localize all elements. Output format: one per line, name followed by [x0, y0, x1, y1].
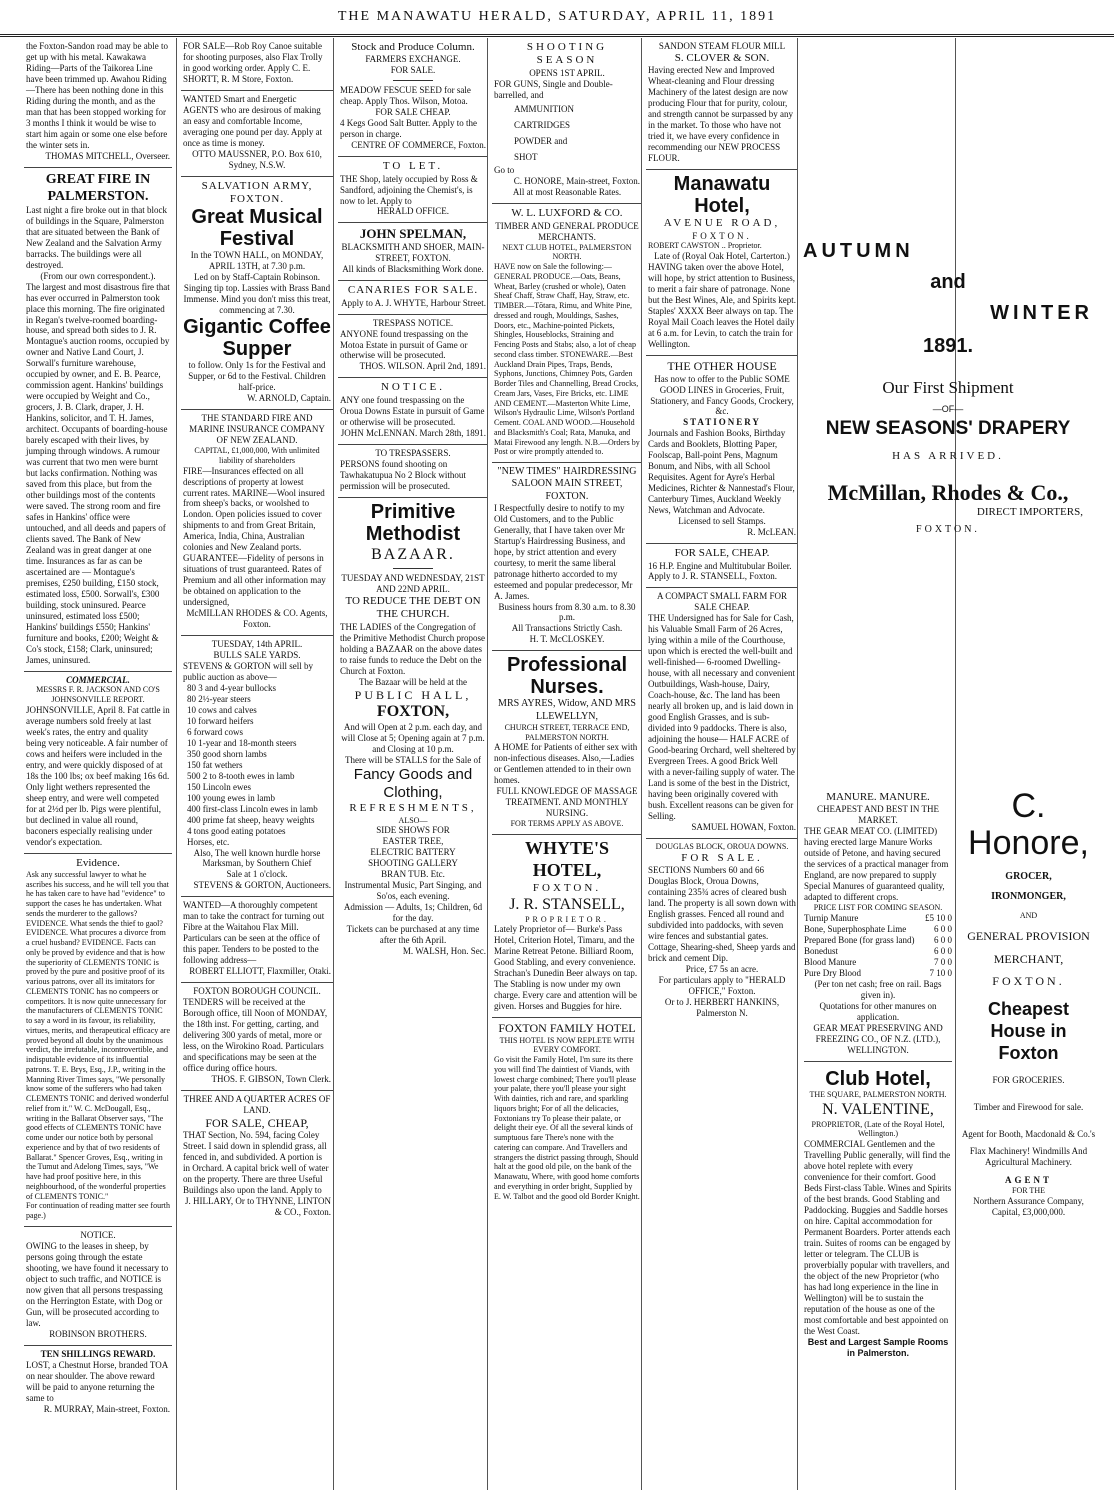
bazaar-title: Primitive Methodist [365, 500, 461, 545]
honore-agent-title: AGENT [1004, 1175, 1052, 1186]
evidence-body: Ask any successful lawyer to what he ascribes his success, and he will tell you that he has taken care to have had "evidence" to support the cases he has undertaken. What sends the murderer to the gallows? EVIDENCE. What sends the thief to gaol? EVIDENCE. What procures a divorce from a cruel husband? EVIDENCE. Facts can only be proved by evidence and that is how the superiority of CLEMENTS TONIC is proved by the pure and positive proof of its various patrons, over all its imitators for CLEMENTS TONIC has no compeers or competitors. It is now quite unnecessary for the manufacturers of CLEMENTS TONIC to say a word in its favour, its reliability, virtues, merits, and therapeutical efficacy are proved beyond all doubt by the unanimous verdict, the irrefutable, incontrovertible, and indisputable evidence of its influential patrons. T. E. Brys, Esq., J.P., writing in the Manning River Times says, "We personally know some of the sufferers who had taken CLEMENTS TONIC and derived wonderful relief from it." W. C. McDougall, Esq., writing in the Ballarat Observer says, "The good effects of CLEMENTS TONIC have come under our notice both by personal experience and by that of two residents of Ballarat." Spencer Groves, Esq., writing in the Tumut and Adelong Times, says, "We have had proof positive here, in this neighbourhood, of the wonderful properties of CLEMENTS TONIC." [26, 869, 171, 1201]
insurance-title: THE STANDARD FIRE AND MARINE INSURANCE COMPANY OF NEW ZEALAND. [189, 413, 325, 446]
coffee-body: to follow. Only 1s for the Festival and Supper, or 6d to the Festival. Children half-price. [188, 360, 326, 393]
engine-sale-ad [646, 544, 798, 588]
manure-sub: CHEAPEST AND BEST IN THE MARKET. [816, 804, 939, 826]
manawatu-body: HAVING taken over the above Hotel, will hope, by strict attention to Business, to merit a fair share of patronage. None but the Best Wines, Ale, and Spirits kept. Staples' XXXX Beer always on tap. The Royal Mail Coach leaves the Hotel daily at 6 a.m. for Levin, to catch the train for Wellington. [648, 262, 796, 349]
hair-body: I Respectfully desire to notify to my Old Customers, and to the Public Generally, that I have taken over Mr Startup's Hairdressing Business, and hope, by strict attention and every courtesy, to merit the same liberal patronage hitherto accorded to my esteemed and popular predecessor, Mr A. James. [494, 502, 633, 601]
stationery-title: STATIONERY [683, 417, 761, 428]
reward-body: LOST, a Chestnut Horse, branded TOA on near shoulder. The above reward will be paid to anyone returning the same to [26, 1359, 168, 1403]
honore-ad [960, 788, 1097, 1218]
list-item: EASTER TREE, [382, 836, 444, 847]
sandon-title: SANDON STEAM FLOUR MILL [658, 41, 786, 51]
sandon-body: Having erected New and Improved Wheat-cleaning and Flour dressing Machinery of the latest design are now producing Flour that for purity, colour, and strength cannot be surpassed by any in the market. To those who have not tried it, we have every confidence in recommending our NEW PROCESS FLOUR. [648, 65, 793, 164]
oroua-notice-body: ANY one found trespassing on the Oroua Downs Estate in pursuit of Game or otherwise will be prosecuted. [340, 394, 485, 427]
club-proprietor-name: N. VALENTINE, [822, 1101, 934, 1119]
land-title: THREE AND A QUARTER ACRES OF LAND. [183, 1093, 331, 1115]
honore-name: C. Honore, [968, 787, 1089, 863]
agents-text: WANTED Smart and Energetic AGENTS who are desirous of making an easy and comfortable Income, averaging one pound per day. Apply at once as time is money. [183, 93, 323, 148]
stock-column [338, 38, 488, 157]
bazaar-signature: M. WALSH, Hon. Sec. [402, 946, 486, 957]
bulls-date: TUESDAY, 14th APRIL. [211, 639, 303, 650]
trespass-body: ANYONE found trespassing on the Motoa Estate in pursuit of Game or otherwise will be prosecuted. [340, 328, 468, 361]
borough-body: TENDERS will be received at the Borough office, till Noon of MONDAY, the 18th inst. For getting, carting, and delivering 300 yards of metal, more or less, on the Wirokino Road. Particulars and specifications may be seen at the office during office hours. [183, 997, 328, 1073]
bazaar-subtitle: BAZAAR. [371, 545, 455, 563]
borough-council-ad [181, 983, 333, 1091]
canoe-text: FOR SALE—Rob Roy Canoe suitable for shooting purposes, also Flax Trolly in good working order. Apply C. E. SHORTT, R. M Store, Foxton. [183, 41, 323, 84]
list-item: 350 good shorn lambs [187, 748, 267, 759]
nurses-body: A HOME for Patients of either sex with non-infectious diseases. Also,—Ladies or Gentlemen attended to in their own homes. [494, 742, 638, 786]
divider [393, 80, 433, 81]
bazaar-held: The Bazaar will be held at the [359, 676, 467, 687]
drapery-line: NEW SEASONS' DRAPERY [825, 418, 1071, 439]
list-item: 150 fat wethers [187, 759, 243, 770]
list-item: 400 first-class Lincoln ewes in lamb [187, 803, 318, 814]
manawatu-road: AVENUE ROAD, [663, 217, 781, 230]
shooting-open: OPENS 1ST APRIL. [529, 67, 605, 78]
trespassers-ad [338, 445, 488, 498]
hairdressing-ad [492, 463, 642, 651]
price-item: Pure Dry Blood [804, 967, 861, 978]
bazaar-hall: PUBLIC HALL, [354, 687, 472, 702]
overseer-report [24, 38, 172, 168]
divider [393, 568, 433, 569]
fire-article [24, 168, 172, 672]
tolet-title: TO LET. [382, 160, 444, 173]
borough-signature: THOS. F. GIBSON, Town Clerk. [211, 1073, 331, 1084]
honore-flax: Flax Machinery! Windmills And Agricultural Machinery. [969, 1145, 1088, 1167]
price-row [804, 946, 952, 957]
column-2 [176, 38, 333, 1490]
fire-correspondent: (From our own correspondent.). [40, 270, 156, 281]
reward-signature: R. MURRAY, Main-street, Foxton. [43, 1403, 170, 1414]
to-let-ad [338, 157, 488, 223]
luxford-sub: TIMBER AND GENERAL PRODUCE MERCHANTS. [495, 220, 639, 242]
bazaar-ad [338, 498, 488, 962]
price-value: £5 10 0 [925, 912, 952, 923]
farm-title: A COMPACT SMALL FARM FOR SALE CHEAP. [656, 591, 788, 613]
price-row [804, 935, 952, 946]
trespass-signature: THOS. WILSON. April 2nd, 1891. [359, 361, 486, 372]
list-item: ELECTRIC BATTERY [370, 847, 456, 858]
shooting-items [494, 101, 640, 166]
honore-for: FOR THE [1012, 1186, 1045, 1196]
and-line: and [930, 271, 966, 293]
honore-timber: Timber and Firewood for sale. [973, 1101, 1084, 1112]
bazaar-shows: SIDE SHOWS FOR [376, 825, 450, 836]
farm-body: THE Undersigned has for Sale for Cash, his Valuable Small Farm of 26 Acres, lying within a mile of the Courthouse, upon which is erected the well-built and well-finished— 6-roomed Dwelling-house, with all necessary and convenient Outbuildings, Wash-house, Dairy, Coach-house, &c. The land has been nearly all broken up, and is laid down in good English Grasses, and is sub-divided into 9 paddocks. There is also, adjoining the house— HALF ACRE of Good-bearing Orchard, well sheltered by Evergreen Trees. A good Brick Well with a never-failing supply of water. The Land is some of the best in the District, having been originally covered with bush. Excellent reasons can be given for Selling. [648, 613, 796, 821]
shooting-signature: C. HONORE, Main-street, Foxton. [513, 176, 640, 187]
insurance-body: FIRE—Insurances effected on all descriptions of property at lowest current rates. MARINE—Wool insured from sheep's backs, or woolshed to London. Open policies issued to cover shipments to and from Great Britain, America, India, China, Australian colonies and New Zealand ports. GUARANTEE—Fidelity of persons in situations of trust guaranteed. Rates of Premium and all other information may be obtained on application to the undersigned, [183, 465, 326, 608]
salvation-army-ad [181, 177, 333, 411]
honore-merchant: MERCHANT, [993, 951, 1064, 966]
evidence-article [24, 854, 172, 1227]
nurses-terms: FOR TERMS APPLY AS ABOVE. [510, 819, 624, 829]
family-poem: Go visit the Family Hotel, I'm sure its there you will find The daintiest of Viands, with lowest charge combined; There you'll please your palate, there you'll please your sight With dainties, rich and rare, and sparkling liquors bright; For of all the delicacies, Foxtonians try To please their palate, or delight their eye. Of all the several kinds of sumptuous fare There's none with the catering can compare. And Travellers and strangers the district passing through, Should halt at the good old pile, on the bank of the Manawatu, Where, with good home comforts and everything in order bright, Supplied by E. W. Talbot and the good old Border Knight. [494, 1055, 640, 1201]
autumn-line: AUTUMN [803, 240, 914, 262]
nurses-names: MRS AYRES, Widow, AND MRS LLEWELLYN, [498, 698, 636, 722]
honore-capital: Capital, £3,000,000. [991, 1207, 1066, 1218]
manure-body: THE GEAR MEAT CO. (LIMITED) having erected large Manure Works outside of Petone, and having secured the services of a practical manager from England, are now prepared to supply Special Manures of guaranteed quality, adapted to different crops. [804, 826, 949, 903]
report-text: the Foxton-Sandon road may be able to get up with his metal. Kawakawa Riding—Parts of the Taikorea Line have been trimmed up. Awahou Riding—There has been nothing done in this Riding during the month, and as the man that has been stopped working for 3 months I think it would be wise to start him again or some one else before the winter sets in. [26, 41, 168, 150]
price-item: Turnip Manure [804, 912, 859, 923]
bazaar-reduce: TO REDUCE THE DEBT ON THE CHURCH. [345, 595, 481, 621]
salvation-title: SALVATION ARMY, FOXTON. [201, 179, 313, 206]
other-body: Has now to offer to the Public SOME GOOD LINES in Groceries, Fruit, Stationery, and Fancy Goods, Crockery, &c. [650, 373, 794, 417]
honore-iron: IRONMONGER, [991, 890, 1066, 902]
column-3 [333, 38, 488, 1490]
masthead: THE MANAWATU HERALD, SATURDAY, APRIL 11, 1891 [0, 0, 1114, 37]
nurses-address: CHURCH STREET, TERRACE END, PALMERSTON NORTH. [504, 722, 630, 742]
hair-cash: All Transactions Strictly Cash. [511, 623, 623, 634]
trespassers-title: TO TRESPASSERS. [375, 447, 451, 458]
sandon-mill-ad [646, 38, 798, 170]
spelman-body: All kinds of Blacksmithing Work done. [342, 264, 484, 275]
borough-title: FOXTON BOROUGH COUNCIL. [193, 986, 321, 997]
bulls-time: Sale at 1 o'clock. [226, 869, 288, 880]
nurses-massage: FULL KNOWLEDGE OF MASSAGE TREATMENT. AND MONTHLY NURSING. [496, 786, 638, 819]
shooting-season-ad [492, 38, 642, 204]
bazaar-town: FOXTON, [376, 703, 450, 721]
kegs-text: 4 Kegs Good Salt Butter. Apply to the person in charge. [340, 118, 477, 140]
commercial-subhead: MESSRS F. R. JACKSON AND CO'S JOHNSONVILLE REPORT. [36, 685, 160, 705]
oroua-downs-ad [646, 839, 798, 1024]
stock-sale: FOR SALE. [390, 65, 436, 76]
price-value: 6 0 0 [934, 934, 952, 945]
list-item: SHOT [514, 152, 538, 163]
bazaar-refresh: REFRESHMENTS, [349, 802, 477, 815]
importers-line: DIRECT IMPORTERS, [976, 506, 1083, 518]
column-4 [487, 38, 642, 1490]
list-item: POWDER and [514, 136, 568, 147]
agents-signature: OTTO MAUSSNER, P.O. Box 610, Sydney, N.S.W. [192, 148, 322, 170]
trespassers-body: PERSONS found shooting on Tawhakatupua No 2 Block without permission will be prosecuted. [340, 458, 466, 491]
hair-hours: Business hours from 8.30 a.m. to 8.30 p.m. [498, 601, 636, 623]
coffee-signature: W. ARNOLD, Captain. [247, 393, 331, 404]
stansell-prop: PROPRIETOR. [525, 914, 609, 924]
bulls-sale-ad [181, 636, 333, 897]
oroua-apply: For particulars apply to "HERALD OFFICE," Foxton. [658, 974, 786, 996]
list-item: 10 forward heifers [187, 715, 254, 726]
manawatu-late: Late of (Royal Oak Hotel, Carterton.) [654, 251, 790, 262]
honore-grocer: GROCER, [1005, 870, 1052, 882]
oroua-notice-title: NOTICE. [380, 381, 446, 394]
list-item: 10 1-year and 18-month steers [187, 737, 297, 748]
price-value: 6 0 0 [934, 923, 952, 934]
bazaar-tickets: Tickets can be purchased at any time after the 6th April. [346, 924, 480, 946]
list-item: 4 tons good eating potatoes [187, 825, 286, 836]
list-item: AMMUNITION [514, 103, 574, 114]
spelman-sub: BLACKSMITH AND SHOER, MAIN-STREET, FOXTON. [341, 242, 485, 264]
bazaar-music: Instrumental Music, Part Singing, and So'os, each evening. [344, 880, 482, 902]
club-address: THE SQUARE, PALMERSTON NORTH. [809, 1090, 947, 1100]
list-item: 80 3 and 4-year bullocks [187, 682, 276, 693]
land-sale-ad [181, 1091, 333, 1223]
land-body: THAT Section, No. 594, facing Coley Street. I said down in splendid grass, all fenced in, and subdivided. A portion is in Orchard. A capital brick well of water on the property. There are three Useful Buildings also upon the land. Apply to [183, 1130, 329, 1196]
family-hotel-ad [492, 1018, 642, 1206]
bulls-also: Also, The well known hurdle horse Marksman, by Southern Chief [193, 847, 321, 869]
oroua-notice-ad [338, 378, 488, 444]
tolet-signature: HERALD OFFICE. [376, 206, 449, 217]
evidence-headline: Evidence. [76, 856, 120, 869]
price-row [804, 924, 952, 935]
stansell-body: Lately Proprietor of— Burke's Pass Hotel, Criterion Hotel, Timaru, and the Marine Retreat Petone. Billiard Room, Good Stabling, and every convenience. Strachan's Dunedin Beer always on tap. The Stabling is now under my own charge. Every care and attention will be given. Horses and Buggies for hire. [494, 924, 638, 1012]
club-body: COMMERCIAL Gentlemen and the Travelling Public generally, will find the above hotel replete with every convenience for their comfort. Good Beds First-class Table. Wines and Spirits of the best brands. Good Stabling and Paddocking. Buggies and Saddle horses on hire. Capital accommodation for Permanent Boarders. Porter attends each train. Suites of rooms can be engaged by letter or telegram. The CLUB is proverbially popular with travellers, and the object of the new Proprietor (who has had long experience in the line in Wellington) will be to sustain the reputation of the house as one of the most comfortable and best appointed on the West Coast. [804, 1139, 952, 1336]
bazaar-list [340, 836, 486, 880]
motoa-trespass-ad [338, 315, 488, 379]
notice-signature: ROBINSON BROTHERS. [49, 1328, 147, 1339]
price-item: Bone, Superphosphate Lime [804, 923, 907, 934]
price-item: Prepared Bone (for grass land) [804, 934, 915, 945]
bazaar-open: And will Open at 2 p.m. each day, and will Close at 5; Opening again at 7 p.m. and Closing at 10 p.m. [341, 721, 485, 754]
flax-text: WANTED—A thoroughly competent man to take the contract for turning out Fibre at the Waitahou Flax Mill. Particulars can be seen at the office of this paper. Tenders to be posted to the following address— [183, 900, 325, 966]
continuation-note: For continuation of reading matter see fourth page.) [26, 1201, 170, 1221]
stationery-signature: R. McLEAN. [747, 527, 796, 538]
list-item: 6 forward cows [187, 726, 243, 737]
column-5 [641, 38, 798, 1490]
coffee-title: Gigantic Coffee Supper [183, 316, 331, 361]
list-item: CARTRIDGES [514, 119, 570, 130]
canaries-title: CANARIES FOR SALE. [347, 284, 479, 297]
festival-led: Led on by Staff-Captain Robinson. [193, 272, 321, 283]
drapery-ad [803, 240, 1093, 535]
manure-price-list [804, 913, 952, 979]
honore-town: FOXTON. [992, 974, 1065, 989]
price-value: 6 0 0 [934, 945, 952, 956]
canaries-ad [338, 281, 488, 314]
nurses-title: Professional Nurses. [506, 654, 628, 699]
stock-sub: FARMERS EXCHANGE. [365, 54, 461, 65]
whytes-hotel-ad [492, 835, 642, 1018]
column-1 [24, 38, 172, 1490]
manawatu-hotel-ad [646, 170, 798, 356]
list-item: SHOOTING GALLERY [368, 858, 458, 869]
notice-body: OWING to the leases in sheep, by persons going through the estate shooting, we have found it necessary to object to such traffic, and NOTICE is now given that all persons trespassing on the Herrington Estate, with Dog or Gun, will be prosecuted according to law. [26, 1240, 169, 1328]
bulls-signature: STEVENS & GORTON, Auctioneers. [193, 880, 331, 891]
insurance-signature: McMILLAN RHODES & CO. Agents, Foxton. [186, 608, 328, 630]
trespass-title: TRESPASS NOTICE. [372, 317, 454, 328]
manawatu-town: FOXTON. [692, 230, 752, 241]
canoe-sale-ad [181, 38, 333, 91]
manure-signature: GEAR MEAT PRESERVING AND FREEZING CO., OF N.Z. (LTD.), WELLINGTON. [813, 1022, 943, 1055]
list-item: 400 prime fat sheep, heavy weights [187, 814, 315, 825]
oroua-body: SECTIONS Numbers 60 and 66 Douglas Block, Oroua Downs, containing 235¾ acres of cleared bush land. The property is all sown down with English grasses. Fenced all round and subdivided into paddocks, with seven wire fences and substantial gates. Cottage, Shearing-shed, Sheep yards and brick and cement Dip. [648, 864, 796, 963]
bazaar-body: THE LADIES of the Congregation of the Primitive Methodist Church propose holding a BAZAAR on the above dates to raise funds to reduce the Debt on the Church at Foxton. [340, 621, 485, 676]
nurses-ad [492, 651, 642, 834]
fire-body: The largest and most disastrous fire that has ever occurred in Palmerston took place this morning. The fire originated in Regan's twelve-roomed boarding-house, and spread both sides to J. R. Montague's auction rooms, occupied by owner and Native Land Court, J. Sorwall's furniture warehouse, occupied by owner, and E. B. Pearce, commission agent. Hankins' buildings were occupied by Weight and Co., grocers, J. B. Clark, draper, J. H. Hankins, solicitor, and T. H. James, architect. Occupants of boarding-house barely escaped with their lives, by jumping through windows. A rumour was current that two men were burnt but lacks confirmation. Nothing was saved from this place, but from the other buildings most of the contents were saved. The strong room and fire safes in Hankins' office were untouched, and all deeds and papers of clients saved. The Bank of New Zealand was in great danger at one time. Insurances as far as can be ascertained are — Montague's premises, £250 building, £150 stock, estimated loss, £500. Sorwall's, £300 building, stock uninsured. Pearce uninsured, estimated loss £500; Hankins' buildings £550; Hankins' furniture and books, £200; Weight & Co's stock, £158; Clark, uninsured; James, uninsured. [26, 281, 170, 665]
price-row [804, 913, 952, 924]
price-row [804, 957, 952, 968]
list-item: 100 young ewes in lamb [187, 792, 275, 803]
kegs-signature: CENTRE OF COMMERCE, Foxton. [351, 140, 486, 151]
manure-list-title: PRICE LIST FOR COMING SEASON. [813, 903, 943, 913]
town-line: FOXTON. [916, 524, 980, 535]
honore-groceries: FOR GROCERIES. [992, 1074, 1065, 1085]
family-sub: THIS HOTEL IS NOW REPLETE WITH EVERY COMFORT. [499, 1035, 635, 1055]
bazaar-when: TUESDAY AND WEDNESDAY, 21ST AND 22ND APRIL. [341, 573, 485, 595]
shooting-title: SHOOTING SEASON [526, 41, 608, 67]
tolet-body: THE Shop, lately occupied by Ross & Sandford, adjoining the Chemist's, is now to let. Apply to [340, 173, 478, 206]
list-item: BRAN TUB. Etc. [381, 869, 445, 880]
reward-headline: TEN SHILLINGS REWARD. [40, 1348, 156, 1359]
commercial-article [24, 672, 172, 854]
festival-when: In the TOWN HALL, on MONDAY, APRIL 13TH, at 7.30 p.m. [190, 250, 324, 272]
bulls-lead: STEVENS & GORTON will sell by public auction as above— [183, 661, 314, 682]
price-item: Blood Manure [804, 956, 857, 967]
honore-northern: Northern Assurance Company, [973, 1196, 1084, 1207]
list-item: Horses, etc. [187, 836, 230, 847]
land-sale: FOR SALE, CHEAP, [205, 1115, 309, 1130]
honore-and: AND [1019, 911, 1038, 921]
shooting-goto: Go to [494, 165, 515, 176]
commercial-body: JOHNSONVILLE, April 8. Fat cattle in average numbers sold freely at last week's rates, the entry and quality being very noticeable. A fair number of cows and heifers were included in the entry, and were quickly disposed of at 18s the 100 lbs; ox beef making 16s 6d. Only light wethers represented the sheep entry, and were well competed for at 2½d per lb. Pigs were plentiful, but declined in value all round, baconers especially realising under vendor's expectation. [26, 704, 170, 847]
flax-wanted-ad [181, 897, 333, 983]
manawatu-proprietor: ROBERT CAWSTON .. Proprietor. [648, 241, 762, 251]
stationery-stamps: Licensed to sell Stamps. [678, 516, 766, 527]
winter-line: WINTER [990, 302, 1093, 324]
engine-title: FOR SALE, CHEAP. [674, 547, 770, 560]
luxford-name: W. L. LUXFORD & CO. [511, 207, 623, 220]
sandon-clover: S. CLOVER & SON. [674, 51, 770, 64]
stock-title: Stock and Produce Column. [351, 41, 475, 53]
list-item: 150 Lincoln ewes [187, 781, 251, 792]
stationery-body: Journals and Fashion Books, Birthday Cards and Booklets, Blotting Paper, Foolscap, Ball-point Pens, Magnum Bonum, and Nibs, with all School Requisites. Agent for Ayre's Herbal Medicines, Richter & Nannestad's Flour, Canterbury Times, Auckland Weekly News, Watchman and Advocate. [648, 428, 795, 516]
spelman-ad [338, 223, 488, 281]
honore-agent: Agent for Booth, Macdonald & Co.'s [961, 1128, 1096, 1139]
canaries-body: Apply to A. J. WHYTE, Harbour Street. [341, 297, 486, 308]
arrived-line: HAS ARRIVED. [892, 450, 1004, 462]
bazaar-admission: Admission — Adults, 1s; Children, 6d for the day. [343, 902, 483, 924]
list-item: 80 2½-year steers [187, 693, 251, 704]
price-item: Bonedust [804, 945, 839, 956]
reward-notice [24, 1346, 172, 1420]
other-house-ad [646, 356, 798, 544]
list-item: 500 2 to 8-tooth ewes in lamb [187, 770, 295, 781]
firm-line: McMillan, Rhodes & Co., [827, 480, 1069, 505]
commercial-headline: COMMERCIAL. [66, 674, 130, 685]
family-title: FOXTON FAMILY HOTEL [498, 1021, 636, 1036]
report-signature: THOMAS MITCHELL, Overseer. [45, 150, 170, 161]
shipment-line: Our First Shipment [882, 378, 1014, 397]
price-row [804, 968, 952, 979]
manure-ad [802, 788, 954, 1364]
hair-title: "NEW TIMES" HAIRDRESSING SALOON MAIN STREET, FOXTON. [497, 466, 637, 502]
whyte-name: WHYTE'S HOTEL, [524, 837, 610, 880]
fire-lead: Last night a fire broke out in that block of buildings in the Square, Palmerston that are situated between the Bank of New Zealand and the Salvation Army barracks. The buildings were all destroyed. [26, 204, 167, 270]
fire-headline: GREAT FIRE IN PALMERSTON. [45, 171, 151, 204]
manure-note: (Per ton net cash; free on rail. Bags given in). [814, 978, 942, 1000]
engine-body: 16 H.P. Engine and Multitubular Boiler. Apply to J. R. STANSELL, Foxton. [648, 560, 792, 582]
oroua-sale: FOR SALE. [681, 851, 763, 864]
festival-body: Singing tip top. Lassies with Brass Band Immense. Mind you don't miss this treat, commencing at 7.30. [183, 283, 331, 316]
oroua-price: Price, £7 5s an acre. [685, 963, 759, 974]
club-proprietor: PROPRIETOR, (Late of the Royal Hotel, Wellington.) [811, 1119, 945, 1139]
year-line: 1891. [922, 335, 974, 357]
price-value: 7 10 0 [929, 967, 952, 978]
farm-sale-ad [646, 588, 798, 838]
stansell-name: J. R. STANSELL, [509, 896, 625, 914]
price-value: 7 0 0 [934, 956, 952, 967]
oroua-notice-signature: JOHN McLENNAN. March 28th, 1891. [340, 427, 486, 438]
bazaar-also: ALSO— [398, 815, 428, 825]
shooting-rates: All at most Reasonable Rates. [512, 187, 622, 198]
of-line: —OF— [932, 404, 964, 414]
whyte-town: FOXTON. [532, 881, 602, 894]
farm-signature: SAMUEL HOWAN, Foxton. [691, 821, 796, 832]
hair-signature: H. T. McCLOSKEY. [529, 634, 605, 645]
club-rooms: Best and Largest Sample Rooms in Palmerston. [807, 1336, 949, 1358]
shooting-lead: FOR GUNS, Single and Double-barrelled, and [494, 78, 613, 100]
bulls-list [183, 683, 331, 848]
oroua-signature: Or to J. HERBERT HANKINS, Palmerston N. [664, 996, 780, 1018]
robinson-notice [24, 1227, 172, 1346]
luxford-body: HAVE now on Sale the following:— GENERAL PRODUCE.—Oats, Beans, Wheat, Barley (crushed or whole), Oaten Sheaf Chaff, Straw Chaff, Hay, Straw, etc. TIMBER.—Tōtara, Rimu, and White Pine, dressed and rough, Mouldings, Sashes, Doors, etc., Machine-pointed Pickets, Shingles, Houseblocks, Straining and Fencing Posts and Stabs; also, a lot of cheap second class timber. STONEWARE.—Best Auckland Drain Pipes, Traps, Bends, Syphons, Junctions, Chimney Pots, Garden Border Tiles and Channelling, Bread Crocks, Cream Jars, Vases, Fire Bricks, etc. LIME AND CEMENT.—Masterton White Lime, Wilson's Hydraulic Lime, Wilson's Portland Cement. COAL AND WOOD.—Household and Blacksmith's Coal; Rata, Manuka, and Matai Firewood any length. N.B.—Orders by Post or wire promptly attended to. [494, 262, 640, 457]
manure-quote: Quotations for other manures on application. [819, 1000, 937, 1022]
other-title: THE OTHER HOUSE [667, 358, 777, 373]
luxford-address: NEXT CLUB HOTEL, PALMERSTON NORTH. [502, 242, 632, 262]
oroua-title: DOUGLAS BLOCK, OROUA DOWNS. [655, 841, 789, 851]
meadow-text: MEADOW FESCUE SEED for sale cheap. Apply Thos. Wilson, Motoa. [340, 85, 471, 107]
list-item: 10 cows and calves [187, 704, 257, 715]
manure-title: MANURE. MANURE. [826, 791, 930, 803]
honore-cheapest: Cheapest House in Foxton [987, 998, 1070, 1063]
notice-headline: NOTICE. [80, 1229, 116, 1240]
club-hotel-ad [804, 1061, 952, 1358]
bulls-title: BULLS SALE YARDS. [213, 650, 301, 661]
agents-wanted-ad [181, 91, 333, 177]
manawatu-name: Manawatu Hotel, [673, 173, 771, 218]
bazaar-stalls: There will be STALLS for the Sale of [345, 754, 481, 765]
flax-signature: ROBERT ELLIOTT, Flaxmiller, Otaki. [189, 966, 331, 977]
honore-general: GENERAL PROVISION [967, 928, 1090, 943]
luxford-ad [492, 204, 642, 463]
club-name: Club Hotel, [825, 1068, 931, 1091]
festival-title: Great Musical Festival [191, 206, 323, 251]
spelman-name: JOHN SPELMAN, [359, 226, 467, 242]
land-signature: J. HILLARY, Or to THYNNE, LINTON & CO., Foxton. [185, 1196, 331, 1218]
insurance-ad [181, 410, 333, 636]
cheap-label: FOR SALE CHEAP. [375, 107, 451, 118]
bazaar-fancy: Fancy Goods and Clothing, [353, 765, 473, 801]
insurance-capital: CAPITAL, £1,000,000, With unlimited liability of shareholders [194, 446, 320, 465]
